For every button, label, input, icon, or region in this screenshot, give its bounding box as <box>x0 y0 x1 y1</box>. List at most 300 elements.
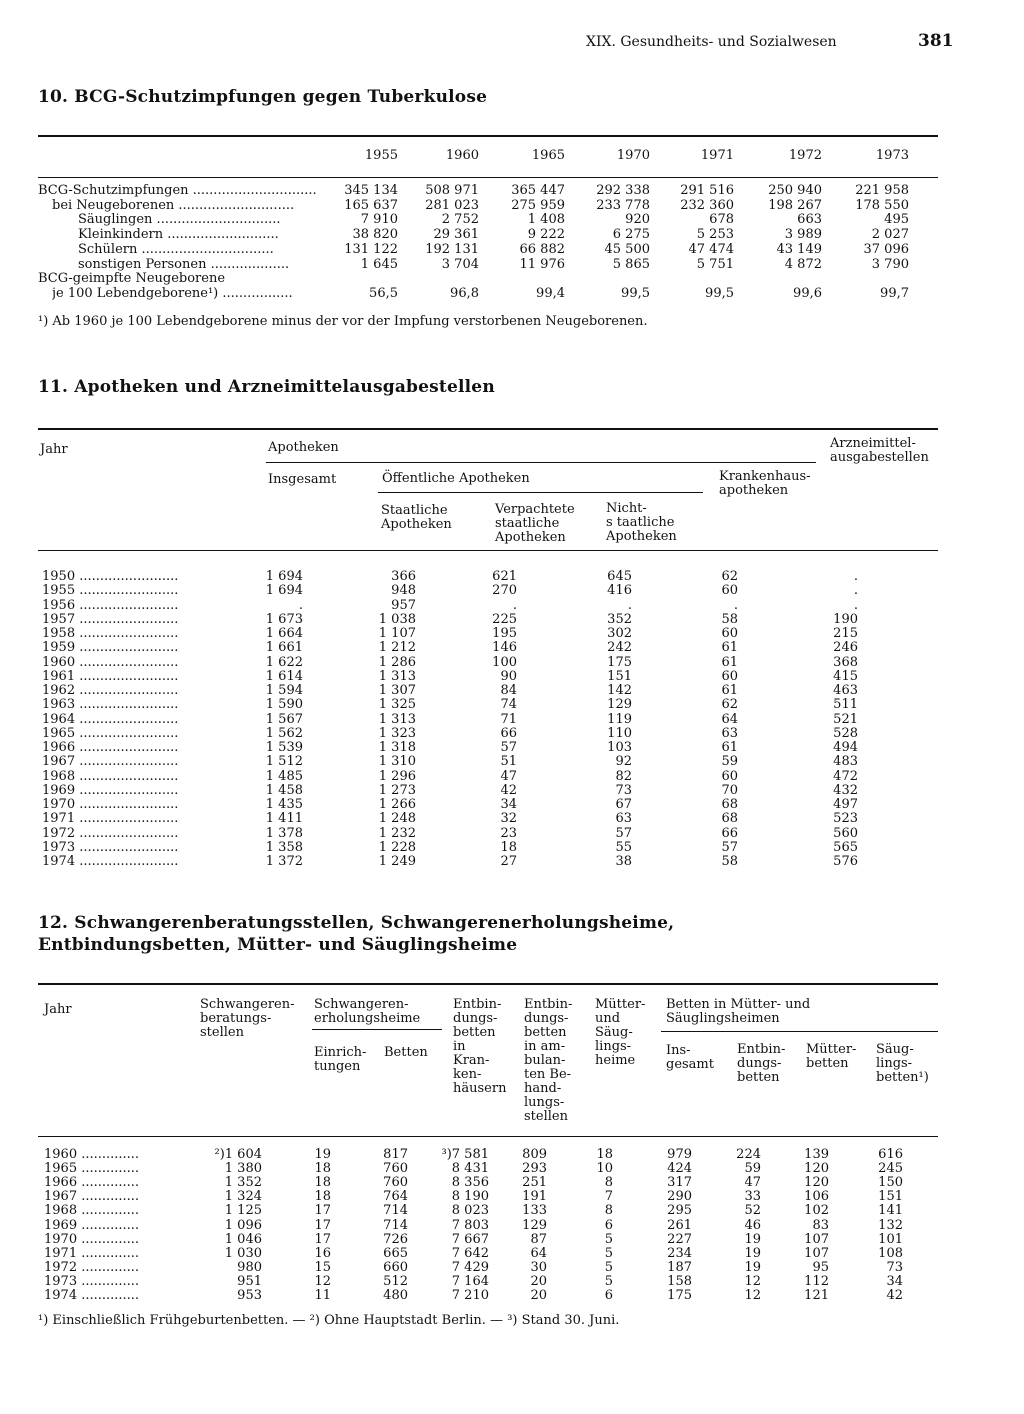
table-cell: 73 <box>615 782 632 798</box>
table-cell: 1 622 <box>265 654 303 670</box>
table-cell: 920 <box>625 212 650 228</box>
table-cell: 1 107 <box>378 626 416 641</box>
table-cell: 158 <box>667 1273 692 1289</box>
row-label-year: 1974 ........................ <box>42 855 179 868</box>
table-cell: 292 338 <box>596 183 650 198</box>
table-cell: 621 <box>492 569 517 584</box>
row-label-year: 1969 ........................ <box>42 783 179 797</box>
table-cell: 7 429 <box>451 1259 489 1275</box>
row-label-year: 1964 ........................ <box>42 712 179 726</box>
table-cell: 90 <box>500 668 517 684</box>
table-cell: 60 <box>721 668 738 684</box>
table-cell: 139 <box>804 1147 829 1162</box>
table-cell: 60 <box>721 626 738 641</box>
row-label-year: 1973 ........................ <box>42 840 179 854</box>
table-cell: 2 752 <box>441 212 479 228</box>
column-header-year: 1970 <box>616 148 650 163</box>
table-cell: 1 664 <box>265 626 303 641</box>
table-cell: 5 865 <box>612 256 650 272</box>
table-cell: 192 131 <box>425 241 479 257</box>
table-cell: 1 232 <box>378 825 416 841</box>
table-cell: 366 <box>391 569 416 584</box>
table-cell: 1 046 <box>224 1231 262 1247</box>
table-cell: 416 <box>607 583 632 599</box>
table-cell: 660 <box>383 1259 408 1275</box>
row-label-year: 1971 .............. <box>44 1246 140 1260</box>
column-header-year: 1973 <box>875 148 909 163</box>
row-label-year: 1972 ........................ <box>42 826 179 840</box>
table-cell: 1 296 <box>378 768 416 784</box>
table-cell: 1 125 <box>224 1203 262 1219</box>
table-cell: 57 <box>500 740 517 755</box>
row-label-year: 1958 ........................ <box>42 627 179 640</box>
column-header-beratungsstellen: stellen <box>200 1025 244 1040</box>
table-cell: 1 228 <box>378 839 416 855</box>
column-header-erholungsheime: Schwangeren- <box>314 997 409 1012</box>
table-cell: ³)7 581 <box>441 1147 489 1162</box>
table-cell: 293 <box>522 1161 547 1177</box>
table-cell: 3 989 <box>784 227 822 243</box>
table-cell: 764 <box>383 1189 408 1205</box>
table-cell: 23 <box>500 825 517 841</box>
table-cell: . <box>512 597 517 613</box>
table-cell: 18 <box>596 1147 613 1162</box>
table-cell: 99,6 <box>793 285 822 301</box>
row-label-year: 1965 .............. <box>44 1162 140 1176</box>
table-cell: 34 <box>886 1273 903 1289</box>
table-cell: 215 <box>833 626 858 641</box>
table-cell: 6 <box>604 1288 613 1303</box>
table-cell: 12 <box>744 1288 761 1303</box>
column-header-arzneimittel: ausgabestellen <box>830 450 929 465</box>
table-cell: 129 <box>607 697 632 713</box>
table-cell: 47 <box>500 768 517 784</box>
table-cell: 103 <box>607 740 632 755</box>
table-cell: 133 <box>522 1203 547 1219</box>
table-cell: . <box>853 569 858 584</box>
table-cell: 7 803 <box>451 1217 489 1233</box>
column-header-entbindungsbetten-krankenhaus: in <box>453 1039 466 1054</box>
column-header-muetterbetten: Mütter- <box>806 1042 857 1057</box>
row-label: BCG-Schutzimpfungen .............................. <box>38 184 317 197</box>
table-cell: 19 <box>314 1147 331 1162</box>
table-cell: 521 <box>833 711 858 727</box>
row-label-year: 1959 ........................ <box>42 641 179 655</box>
row-label-year: 1969 .............. <box>44 1218 140 1232</box>
table-cell: 1 323 <box>378 725 416 741</box>
table-cell: 119 <box>607 711 632 727</box>
column-header-betten-heime: Säuglingsheimen <box>666 1011 780 1026</box>
table-12-erholung-rule <box>312 1029 442 1030</box>
table-cell: 34 <box>500 797 517 812</box>
table-cell: 251 <box>522 1175 547 1191</box>
table-cell: 1 358 <box>265 839 303 855</box>
table-cell: 497 <box>833 797 858 812</box>
table-cell: 42 <box>500 782 517 798</box>
table-cell: 151 <box>878 1189 903 1205</box>
table-cell: 5 253 <box>696 227 734 243</box>
table-cell: 56,5 <box>369 285 398 301</box>
column-header-entbindungsbetten-ambulant: Entbin- <box>524 997 573 1012</box>
column-header-arzneimittel: Arzneimittel- <box>830 436 916 451</box>
table-cell: 1 512 <box>265 754 303 770</box>
table-cell: 195 <box>492 626 517 641</box>
table-cell: 1 408 <box>527 212 565 228</box>
table-cell: 1 594 <box>265 683 303 698</box>
column-header-saeuglingsbetten: betten¹) <box>876 1070 929 1085</box>
table-cell: 5 <box>604 1273 613 1289</box>
table-cell: 1 248 <box>378 811 416 827</box>
table-cell: 352 <box>607 611 632 627</box>
table-cell: 432 <box>833 782 858 798</box>
table-cell: 63 <box>615 811 632 827</box>
column-header-apotheken: Apotheken <box>268 440 339 455</box>
table-cell: 18 <box>500 839 517 855</box>
table-cell: 17 <box>314 1217 331 1233</box>
table-cell: 5 <box>604 1231 613 1247</box>
table-cell: 66 <box>500 725 517 741</box>
table-cell: 1 273 <box>378 782 416 798</box>
table-cell: 245 <box>878 1161 903 1177</box>
column-header-krankenhaus: Krankenhaus- <box>719 469 811 484</box>
table-cell: 295 <box>667 1203 692 1219</box>
table-cell: 120 <box>804 1175 829 1191</box>
table-cell: 151 <box>607 668 632 684</box>
table-cell: 82 <box>615 768 632 784</box>
table-cell: . <box>627 597 632 613</box>
table-cell: 1 096 <box>224 1217 262 1233</box>
table-cell: 61 <box>721 654 738 670</box>
row-label-year: 1966 .............. <box>44 1176 140 1190</box>
table-cell: 234 <box>667 1245 692 1261</box>
table-12-title-line2: Entbindungsbetten, Mütter- und Säuglingsheime <box>38 935 518 955</box>
table-cell: 1 307 <box>378 683 416 698</box>
row-label-year: 1965 ........................ <box>42 726 179 740</box>
table-cell: 106 <box>804 1189 829 1205</box>
row-label-year: 1963 ........................ <box>42 698 179 712</box>
table-cell: 27 <box>500 854 517 869</box>
table-cell: 233 778 <box>596 197 650 213</box>
table-cell: 224 <box>736 1147 761 1162</box>
table-cell: 227 <box>667 1231 692 1247</box>
table-cell: 142 <box>607 683 632 698</box>
table-cell: 29 361 <box>433 227 479 243</box>
row-label: sonstigen Personen ................... <box>78 257 290 271</box>
table-cell: 368 <box>833 654 858 670</box>
table-cell: 1 645 <box>360 256 398 272</box>
table-cell: 726 <box>383 1231 408 1247</box>
table-12-footnote: ¹) Einschließlich Frühgeburtenbetten. — ²) Ohne Hauptstadt Berlin. — ³) Stand 30. Juni. <box>38 1313 620 1328</box>
column-header-entbindungsbetten-krankenhaus: Kran- <box>453 1053 490 1068</box>
table-cell: 1 562 <box>265 725 303 741</box>
row-label-year: 1971 ........................ <box>42 812 179 826</box>
table-cell: 345 134 <box>344 183 398 198</box>
column-header-oeffentliche: Öffentliche Apotheken <box>382 471 530 486</box>
table-cell: 64 <box>721 711 738 727</box>
table-cell: 19 <box>744 1259 761 1275</box>
table-cell: 250 940 <box>768 183 822 198</box>
table-cell: 61 <box>721 640 738 656</box>
row-label-year: 1972 .............. <box>44 1260 140 1274</box>
table-11-title: 11. Apotheken und Arzneimittelausgabestellen <box>38 377 495 397</box>
table-cell: 108 <box>878 1245 903 1261</box>
table-11-top-rule <box>38 428 938 430</box>
table-cell: 523 <box>833 811 858 827</box>
table-cell: 8 <box>604 1175 613 1191</box>
column-header-muetterheime: lings- <box>595 1039 632 1054</box>
table-cell: 463 <box>833 683 858 698</box>
table-cell: 494 <box>833 740 858 755</box>
table-cell: 19 <box>744 1245 761 1261</box>
table-cell: 42 <box>886 1288 903 1303</box>
column-header-saeuglingsbetten: lings- <box>876 1056 913 1071</box>
column-header-insgesamt: Insgesamt <box>268 472 337 487</box>
table-12-title-line1: 12. Schwangerenberatungsstellen, Schwangerenerholungsheime, <box>38 913 675 933</box>
table-cell: 68 <box>721 797 738 812</box>
table-cell: 73 <box>886 1259 903 1275</box>
row-label-year: 1970 ........................ <box>42 798 179 811</box>
table-cell: 290 <box>667 1189 692 1205</box>
table-cell: 66 <box>721 825 738 841</box>
table-cell: 5 <box>604 1259 613 1275</box>
table-cell: 74 <box>500 697 517 713</box>
table-cell: 1 352 <box>224 1175 262 1191</box>
table-cell: 59 <box>744 1161 761 1177</box>
table-cell: 980 <box>237 1259 262 1275</box>
column-header-muetterheime: und <box>595 1011 621 1026</box>
table-cell: 99,7 <box>880 285 909 301</box>
table-cell: 5 <box>604 1245 613 1261</box>
table-cell: 246 <box>833 640 858 656</box>
column-header-staatliche: Staatliche <box>381 503 448 518</box>
column-header-nichtstaatliche: s taatliche <box>606 515 675 530</box>
table-cell: 714 <box>383 1203 408 1219</box>
table-cell: 948 <box>391 583 416 599</box>
column-header-entbindungsbetten-ambulant: bulan- <box>524 1053 566 1068</box>
table-cell: 232 360 <box>680 197 734 213</box>
column-header-verpachtete: staatliche <box>495 516 560 531</box>
row-label-year: 1955 ........................ <box>42 584 179 598</box>
table-cell: 225 <box>492 611 517 627</box>
table-cell: 16 <box>314 1245 331 1261</box>
column-header-insgesamt: Ins- <box>666 1043 691 1058</box>
row-label-year: 1974 .............. <box>44 1289 140 1302</box>
table-cell: 6 <box>604 1217 613 1233</box>
table-cell: 1 266 <box>378 797 416 812</box>
table-cell: 979 <box>667 1147 692 1162</box>
table-cell: 281 023 <box>425 197 479 213</box>
column-header-erholungsheime: erholungsheime <box>314 1011 421 1026</box>
table-11-header-rule <box>38 550 938 551</box>
table-cell: 92 <box>615 754 632 770</box>
table-cell: 2 027 <box>871 227 909 243</box>
table-cell: 112 <box>804 1273 829 1289</box>
table-cell: 67 <box>615 797 632 812</box>
table-cell: 129 <box>522 1217 547 1233</box>
column-header-year: 1965 <box>531 148 565 163</box>
table-cell: 10 <box>596 1161 613 1177</box>
table-cell: 714 <box>383 1217 408 1233</box>
table-cell: 43 149 <box>776 241 822 257</box>
column-header-verpachtete: Apotheken <box>495 530 566 545</box>
table-cell: 512 <box>383 1273 408 1289</box>
table-cell: 1 694 <box>265 569 303 584</box>
column-header-entbindungsbetten: betten <box>737 1070 780 1085</box>
table-cell: 7 <box>604 1189 613 1205</box>
table-cell: 102 <box>804 1203 829 1219</box>
table-cell: 132 <box>878 1217 903 1233</box>
table-cell: 560 <box>833 825 858 841</box>
table-cell: 120 <box>804 1161 829 1177</box>
column-header-nichtstaatliche: Nicht- <box>606 501 647 516</box>
column-header-staatliche: Apotheken <box>381 517 452 532</box>
table-cell: 175 <box>667 1288 692 1303</box>
table-cell: 64 <box>530 1245 547 1261</box>
table-cell: . <box>853 597 858 613</box>
table-cell: 57 <box>615 825 632 841</box>
table-cell: 47 474 <box>688 241 734 257</box>
table-11-apotheken-rule <box>266 462 816 463</box>
table-cell: 1 324 <box>224 1189 262 1205</box>
table-cell: 1 673 <box>265 611 303 627</box>
table-cell: 261 <box>667 1217 692 1233</box>
table-cell: 663 <box>797 212 822 228</box>
table-cell: 38 <box>615 854 632 869</box>
table-12-betten-rule <box>661 1031 938 1032</box>
table-cell: 61 <box>721 683 738 698</box>
column-header-einrichtungen: tungen <box>314 1059 361 1074</box>
table-cell: 71 <box>500 711 517 727</box>
table-cell: 83 <box>812 1217 829 1233</box>
table-cell: 18 <box>314 1161 331 1177</box>
table-cell: 1 694 <box>265 583 303 599</box>
row-label: Säuglingen .............................. <box>78 213 281 227</box>
table-cell: 7 210 <box>451 1288 489 1303</box>
table-cell: 84 <box>500 683 517 698</box>
table-cell: 146 <box>492 640 517 656</box>
table-cell: 187 <box>667 1259 692 1275</box>
table-cell: 1 539 <box>265 740 303 755</box>
table-cell: 480 <box>383 1288 408 1303</box>
table-cell: 175 <box>607 654 632 670</box>
table-cell: 100 <box>492 654 517 670</box>
table-cell: 1 380 <box>224 1161 262 1177</box>
column-header-entbindungsbetten-krankenhaus: Entbin- <box>453 997 502 1012</box>
table-cell: 1 411 <box>265 811 303 827</box>
table-12-top-rule <box>38 983 938 985</box>
table-cell: 7 164 <box>451 1273 489 1289</box>
table-cell: 1 485 <box>265 768 303 784</box>
table-cell: 242 <box>607 640 632 656</box>
column-header-entbindungsbetten-krankenhaus: betten <box>453 1025 496 1040</box>
table-cell: 12 <box>744 1273 761 1289</box>
table-cell: 302 <box>607 626 632 641</box>
table-cell: 1 313 <box>378 668 416 684</box>
row-label: BCG-geimpfte Neugeborene <box>38 272 226 286</box>
table-cell: 66 882 <box>519 241 565 257</box>
table-cell: 59 <box>721 754 738 770</box>
table-10-header-rule <box>38 177 938 178</box>
table-10-title: 10. BCG-Schutzimpfungen gegen Tuberkulose <box>38 87 488 107</box>
column-header-entbindungsbetten-krankenhaus: dungs- <box>453 1011 498 1026</box>
table-cell: 5 751 <box>696 256 734 272</box>
table-cell: 87 <box>530 1231 547 1247</box>
row-label-year: 1957 ........................ <box>42 612 179 626</box>
table-cell: 1 310 <box>378 754 416 770</box>
table-cell: 760 <box>383 1161 408 1177</box>
table-cell: 57 <box>721 839 738 855</box>
column-header-beratungsstellen: beratungs- <box>200 1011 272 1026</box>
table-cell: 1 590 <box>265 697 303 713</box>
table-cell: 957 <box>391 597 416 613</box>
column-header-nichtstaatliche: Apotheken <box>606 529 677 544</box>
table-cell: 665 <box>383 1245 408 1261</box>
table-cell: 1 318 <box>378 740 416 755</box>
table-cell: 1 249 <box>378 854 416 869</box>
table-cell: 7 642 <box>451 1245 489 1261</box>
table-cell: 1 614 <box>265 668 303 684</box>
column-header-entbindungsbetten-krankenhaus: ken- <box>453 1067 482 1082</box>
table-cell: 495 <box>884 212 909 228</box>
table-cell: 190 <box>833 611 858 627</box>
table-cell: 424 <box>667 1161 692 1177</box>
column-header-entbindungsbetten-ambulant: stellen <box>524 1109 568 1124</box>
table-cell: 99,4 <box>536 285 565 301</box>
column-header-muetterheime: heime <box>595 1053 636 1068</box>
table-cell: 760 <box>383 1175 408 1191</box>
column-header-entbindungsbetten: Entbin- <box>737 1042 786 1057</box>
column-header-einrichtungen: Einrich- <box>314 1045 367 1060</box>
column-header-year: 1971 <box>700 148 734 163</box>
row-label-year: 1960 .............. <box>44 1148 140 1161</box>
table-cell: 58 <box>721 854 738 869</box>
table-12-header-rule <box>38 1136 938 1137</box>
table-10-top-rule <box>38 135 938 137</box>
table-cell: 55 <box>615 839 632 855</box>
column-header-entbindungsbetten-ambulant: dungs- <box>524 1011 569 1026</box>
row-label-year: 1962 ........................ <box>42 684 179 697</box>
column-header-entbindungsbetten-ambulant: hand- <box>524 1081 562 1096</box>
column-header-betten-heime: Betten in Mütter- und <box>666 997 811 1012</box>
table-cell: 6 275 <box>612 227 650 243</box>
row-label-year: 1956 ........................ <box>42 598 179 612</box>
row-label: Schülern ................................ <box>78 242 274 256</box>
table-cell: 11 <box>314 1288 331 1303</box>
column-header-betten: Betten <box>384 1045 428 1060</box>
table-cell: 1 286 <box>378 654 416 670</box>
table-cell: 141 <box>878 1203 903 1219</box>
table-cell: 1 567 <box>265 711 303 727</box>
row-label-year: 1973 .............. <box>44 1274 140 1288</box>
column-header-entbindungsbetten-ambulant: betten <box>524 1025 567 1040</box>
table-cell: 62 <box>721 697 738 713</box>
table-cell: 8 431 <box>451 1161 489 1177</box>
column-header-muetterbetten: betten <box>806 1056 849 1071</box>
table-cell: . <box>733 597 738 613</box>
row-label-year: 1970 .............. <box>44 1232 140 1246</box>
row-label-year: 1950 ........................ <box>42 570 179 583</box>
table-cell: 616 <box>878 1147 903 1162</box>
table-cell: ²)1 604 <box>214 1147 262 1162</box>
table-cell: 32 <box>500 811 517 827</box>
table-cell: 8 356 <box>451 1175 489 1191</box>
table-cell: 1 378 <box>265 825 303 841</box>
table-cell: 1 372 <box>265 854 303 869</box>
table-cell: 1 030 <box>224 1245 262 1261</box>
running-header: XIX. Gesundheits- und Sozialwesen <box>586 34 837 50</box>
table-cell: 221 958 <box>855 183 909 198</box>
table-cell: 17 <box>314 1203 331 1219</box>
